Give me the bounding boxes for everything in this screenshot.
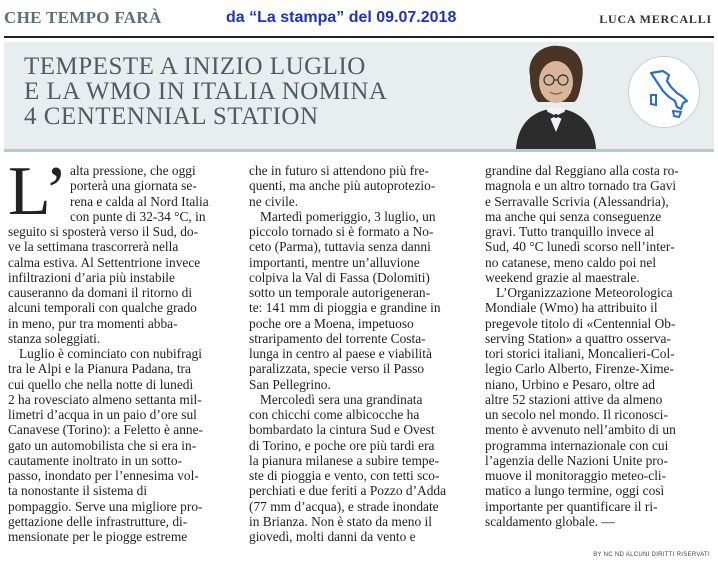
headline-line: 4 CENTENNIAL STATION (24, 103, 319, 130)
article-line: tori storici italiani, Moncalieri-Col- (485, 346, 675, 361)
article-line: ta nonostante il sistema di (8, 483, 148, 499)
article-line: limetri d’acqua in un paio d’ore sul (8, 407, 197, 422)
article-line: no catanese, meno caldo poi nel (485, 254, 657, 270)
article-line: rena e calda al Nord Italia (70, 193, 209, 209)
license-credit: BY NC ND ALCUNI DIRITTI RISERVATI (593, 552, 710, 558)
article-line: l’agenzia delle Nazioni Unite pro- (485, 452, 668, 468)
article-line: cautamente inoltrato in un sotto- (8, 452, 183, 468)
article-line: Mondiale (Wmo) ha attribuito il (485, 300, 658, 316)
headline-line: TEMPESTE A INIZIO LUGLIO (24, 53, 366, 80)
article-line: la pianura milanese a subire tempe- (249, 452, 439, 468)
article-line: straripamento del torrente Costa- (249, 330, 426, 346)
author-byline: LUCA MERCALLI (599, 12, 712, 26)
article-line: causeranno da domani il ritorno di (8, 285, 193, 300)
article-line: ceto (Parma), tuttavia senza danni (249, 239, 431, 255)
article-line: mento è avvenuto nell’ambito di un (485, 422, 676, 438)
article-line: Luglio è cominciato con nubifragi (19, 346, 202, 361)
article-line: tra le Alpi e la Pianura Padana, tra (8, 361, 191, 377)
article-line: muove il monitoraggio meteo-cli- (485, 468, 667, 483)
article-line: quenti, ma anche più autoprotezio- (249, 178, 436, 194)
article-column-3 (485, 163, 712, 529)
article-line: paralizzata, specie verso il Passo (249, 361, 425, 377)
article-line: poche ore a Moena, impetuoso (249, 315, 414, 331)
article-line: gettazione delle infrastrutture, di- (8, 513, 188, 529)
article-line: bombardato la cintura Sud e Ovest (249, 422, 435, 438)
italy-map-icon (628, 56, 700, 128)
article-line: cui quello che nella notte di lunedì (8, 376, 194, 392)
article-line: grandine dal Reggiano alla costa ro- (485, 163, 679, 178)
source-line: da “La stampa” del 09.07.2018 (226, 9, 457, 26)
article-line: calma estiva. Al Settentrione invece (8, 254, 201, 270)
article-line: pompaggio. Serve una migliore pro- (8, 498, 203, 514)
article-line: matico a lungo termine, oggi così (485, 483, 665, 499)
article-line: alcuni temporali con qualche grado (8, 300, 197, 316)
header-rule (4, 36, 714, 38)
article-line: mensionate per le piogge estreme (8, 529, 188, 544)
article-line: Canavese (Torino): a Feletto è anne- (8, 422, 204, 438)
article-line: programma internazionale con cui (485, 437, 669, 453)
article-line: ma anche qui senza conseguenze (485, 208, 662, 224)
article-line: te: 141 mm di pioggia e grandine in (249, 300, 441, 316)
article-line: alta pressione, che oggi (70, 163, 196, 178)
article-line: porterà una giornata se- (70, 178, 197, 194)
article-line: altre 52 stazioni attive da almeno (485, 391, 663, 407)
article-line: (77 mm d’acqua), e strade inondate (249, 498, 439, 514)
article-line: serving Station» a quattro osserva- (485, 330, 671, 346)
section-label: CHE TEMPO FARÀ (4, 8, 162, 27)
article-line: gato un automobilista che si era in- (8, 437, 197, 453)
article-line: stanza soleggiati. (8, 330, 101, 346)
article-line: con chicchi come albicocche ha (249, 407, 420, 422)
article-line: un secolo nel mondo. Il riconosci- (485, 407, 668, 422)
article-line: in meno, pur tra momenti abba- (8, 315, 178, 331)
article-line: ste di pioggia e vento, con tetti sco- (249, 468, 440, 483)
headline-line: E LA WMO IN ITALIA NOMINA (24, 78, 388, 105)
article-line: importanti, mentre un’alluvione (249, 254, 420, 270)
article-line: importante per quantificare il ri- (485, 498, 658, 514)
headline (24, 54, 494, 129)
drop-cap: L’ (8, 153, 68, 230)
article-line: colpiva la Val di Fassa (Dolomiti) (249, 269, 430, 285)
article-line: San Pellegrino. (249, 376, 331, 392)
article-line: Martedì pomeriggio, 3 luglio, un (260, 208, 436, 224)
article-line: con punte di 32-34 °C, in (70, 208, 206, 224)
article-line: weekend grazie al maestrale. (485, 269, 640, 285)
article-line: scaldamento globale. — (485, 513, 615, 529)
article-line: passo, inondato per l’ennesima vol- (8, 468, 199, 483)
article-line: lunga in centro al paese e viabilità (249, 346, 432, 361)
article-column-1 (8, 153, 235, 544)
article-line: e Serravalle Scrivia (Alessandria), (485, 193, 669, 209)
article-line: Mercoledì sera una grandinata (260, 391, 423, 407)
article-line: giovedì, molti danni da vento e (249, 529, 416, 544)
top-bar (0, 0, 718, 38)
article-line: L’Organizzazione Meteorologica (496, 285, 673, 300)
article-line: gravi. Tutto tranquillo invece al (485, 224, 655, 239)
article-line: magnola e un altro tornado tra Gavi (485, 178, 677, 194)
article-line: ne civile. (249, 193, 299, 209)
article-line: legio Carlo Alberto, Firenze-Xime- (485, 361, 674, 377)
author-portrait-image (508, 42, 600, 149)
article-line: in Brianza. Non è stato da meno il (249, 513, 432, 529)
article-line: ve la settimana trascorrerà nella (8, 239, 179, 255)
article-line: 2 ha rovesciato almeno settanta mil- (8, 391, 202, 407)
article-body (8, 153, 714, 545)
article-line: pregevole titolo di «Centennial Ob- (485, 315, 676, 331)
article-line: piccolo tornado si è formato a No- (249, 224, 434, 239)
article-line: seguito si sposterà verso il Sud, do- (8, 224, 199, 239)
article-line: infiltrazioni d’aria più instabile (8, 269, 175, 285)
article-line: perchiati e due feriti a Pozzo d’Adda (249, 483, 447, 499)
article-line: che in futuro si attendono più fre- (249, 163, 429, 178)
article-line: sotto un temporale autorigeneran- (249, 285, 431, 300)
headline-box (4, 42, 714, 152)
article-line: niano, Urbino e Pesaro, oltre ad (485, 376, 655, 392)
article-column-2 (249, 163, 476, 544)
article-line: Sud, 40 °C lunedì scorso nell’inter- (485, 239, 675, 255)
article-line: di Torino, e poche ore più tardi era (249, 437, 435, 453)
